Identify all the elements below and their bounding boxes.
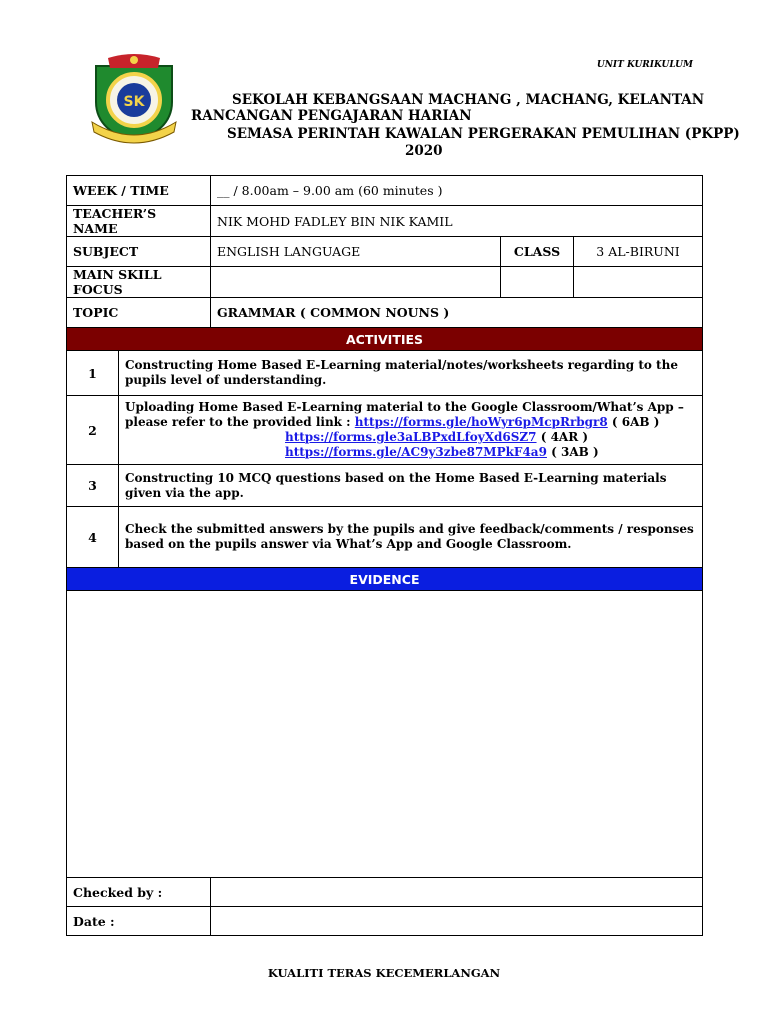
- form-link-3ab[interactable]: https://forms.gle/AC9y3zbe87MPkF4a9: [285, 445, 547, 459]
- skill-row: [67, 267, 703, 298]
- date-label: Date :: [67, 907, 211, 936]
- activity-text: Constructing 10 MCQ questions based on the Home Based E-Learning materials given via the app.: [119, 465, 703, 507]
- evidence-header-row: [67, 568, 703, 591]
- activity-number: 4: [67, 507, 119, 568]
- activity-number: 3: [67, 465, 119, 507]
- teacher-value: NIK MOHD FADLEY BIN NIK KAMIL: [211, 206, 703, 237]
- topic-row: [67, 298, 703, 328]
- year: 2020: [405, 143, 443, 159]
- date-value: [211, 907, 703, 936]
- activities-header-row: [67, 328, 703, 351]
- skill-value: [211, 267, 501, 298]
- activity-text: Check the submitted answers by the pupils and give feedback/comments / responses based on the pupils answer via What’s App and Google Classroom.: [119, 507, 703, 568]
- form-link-4ar[interactable]: https://forms.gle3aLBPxdLfoyXd6SZ7: [285, 430, 537, 444]
- pkpp-title: SEMASA PERINTAH KAWALAN PERGERAKAN PEMULIHAN (PKPP): [227, 126, 740, 142]
- lesson-plan-table: [66, 175, 703, 936]
- activity-row: [67, 465, 703, 507]
- activity-text: Constructing Home Based E-Learning material/notes/worksheets regarding to the pupils level of understanding.: [119, 351, 703, 396]
- checked-label: Checked by :: [67, 878, 211, 907]
- activity-number: 1: [67, 351, 119, 396]
- subject-label: SUBJECT: [67, 237, 211, 267]
- date-row: [67, 907, 703, 936]
- class-value: 3 AL-BIRUNI: [574, 237, 703, 267]
- skill-extra-cell: [501, 267, 574, 298]
- checked-value: [211, 878, 703, 907]
- checked-row: [67, 878, 703, 907]
- activities-title: ACTIVITIES: [67, 328, 703, 351]
- topic-label: TOPIC: [67, 298, 211, 328]
- evidence-title: EVIDENCE: [67, 568, 703, 591]
- link-tag: ( 3AB ): [546, 445, 599, 459]
- week-label: WEEK / TIME: [67, 176, 211, 206]
- activity-text-with-links: [119, 396, 703, 465]
- skill-extra-cell-2: [574, 267, 703, 298]
- school-crest-logo: [88, 52, 180, 144]
- school-name: SEKOLAH KEBANGSAAN MACHANG , MACHANG, KELANTAN: [232, 92, 705, 108]
- unit-label: UNIT KURIKULUM: [596, 60, 693, 70]
- topic-value: GRAMMAR ( COMMON NOUNS ): [211, 298, 703, 328]
- activity-row: [67, 507, 703, 568]
- evidence-row: [67, 591, 703, 878]
- class-label: CLASS: [501, 237, 574, 267]
- activity-number: 2: [67, 396, 119, 465]
- subject-value: ENGLISH LANGUAGE: [211, 237, 501, 267]
- activity-row: [67, 351, 703, 396]
- footer-motto: KUALITI TERAS KECEMERLANGAN: [267, 966, 501, 980]
- week-value: __ / 8.00am – 9.00 am (60 minutes ): [211, 176, 703, 206]
- link-tag: ( 6AB ): [607, 415, 660, 429]
- skill-label: MAIN SKILL FOCUS: [67, 267, 211, 298]
- svg-text:SK: SK: [123, 94, 145, 110]
- evidence-box: [67, 591, 703, 878]
- teacher-row: [67, 206, 703, 237]
- form-link-6ab[interactable]: https://forms.gle/hoWyr6pMcpRrbgr8: [354, 415, 608, 429]
- activity-row: [67, 396, 703, 465]
- activity-text: Uploading Home Based E-Learning material to the Google Classroom/What’s App – please refer to the provided link :: [125, 400, 684, 429]
- subject-row: [67, 237, 703, 267]
- teacher-label: TEACHER’S NAME: [67, 206, 211, 237]
- plan-title: RANCANGAN PENGAJARAN HARIAN: [191, 108, 472, 124]
- link-tag: ( 4AR ): [536, 430, 589, 444]
- week-row: [67, 176, 703, 206]
